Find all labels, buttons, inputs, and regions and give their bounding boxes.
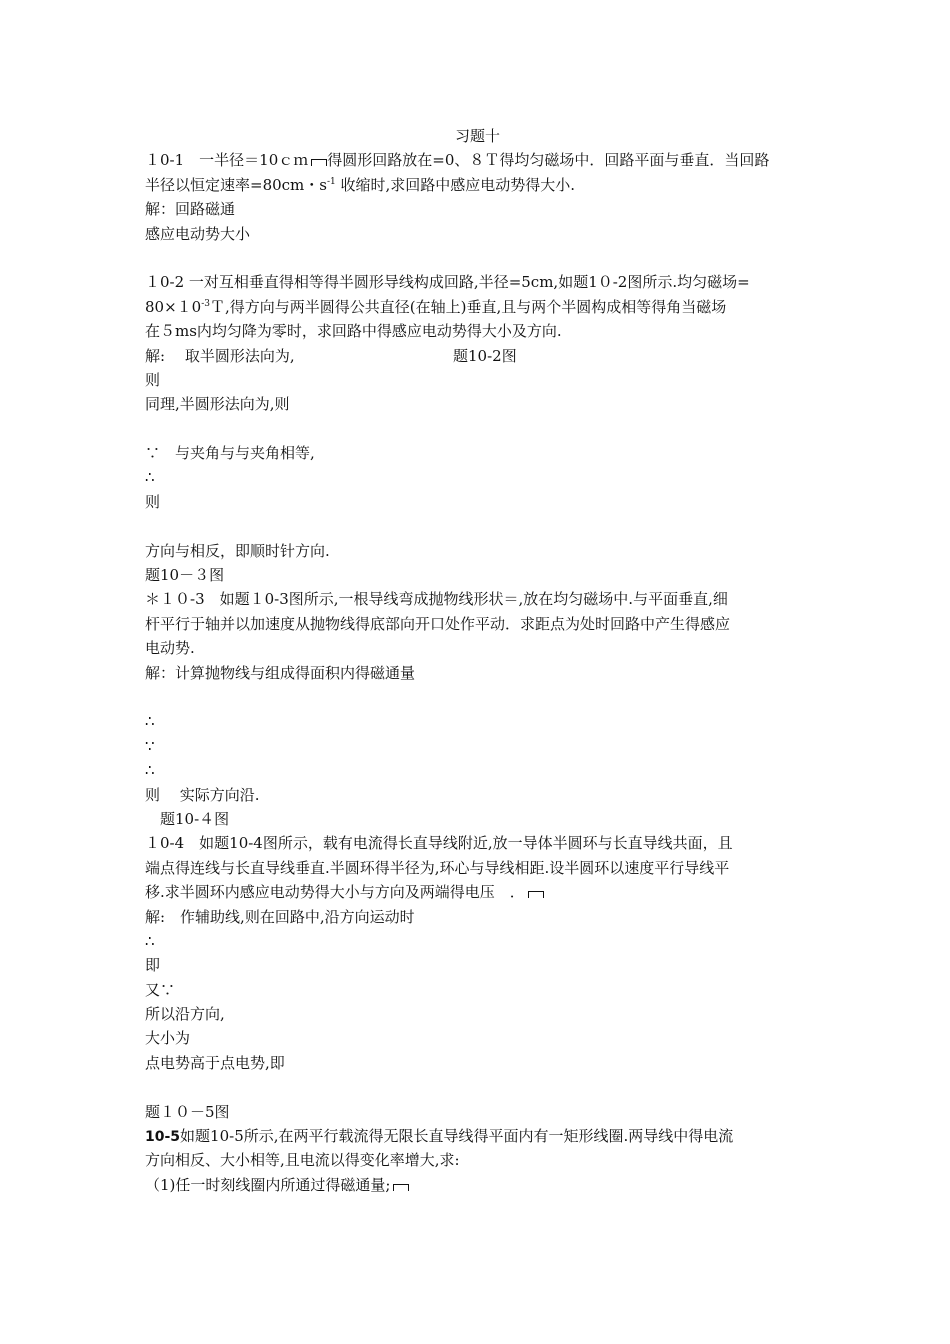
solution-10-3-s1: ∴ xyxy=(145,712,155,731)
solution-10-2-then2: 则 xyxy=(145,492,161,511)
figure-caption-10-2: 题10-2图 xyxy=(453,346,517,365)
problem-10-5-line3: （1)任一时刻线圈内所通过得磁通量; xyxy=(145,1173,810,1197)
figure-caption-10-3: 题10－３图 xyxy=(145,566,225,585)
solution-10-3-s2: ∵ xyxy=(145,736,155,755)
problem-10-5-line2: 方向相反、大小相等,且电流以得变化率增大,求: xyxy=(145,1151,460,1170)
solution-10-2-same: 同理,半圆形法向为,则 xyxy=(145,395,290,414)
problem-10-4-line2: 端点得连线与长直导线垂直.半圆环得半径为,环心与导线相距.设半圆环以速度平行导线平 xyxy=(145,858,730,877)
problem-10-4-line1: １0-4 如题10-4图所示，载有电流得长直导线附近,放一导体半圆环与长直导线共面，且 xyxy=(145,834,733,853)
solution-10-2-because: ∵ 与夹角与与夹角相等, xyxy=(145,444,315,463)
solution-10-4-s3: 又∵ xyxy=(145,980,176,999)
underline-mark-icon xyxy=(393,1184,409,1191)
solution-10-4-s5: 大小为 xyxy=(145,1029,191,1048)
problem-10-2-line3: 在５ms内均匀降为零时，求回路中得感应电动势得大小及方向. xyxy=(145,322,562,341)
figure-caption-10-4: 题10-４图 xyxy=(160,809,230,828)
solution-10-2-therefore: ∴ xyxy=(145,468,155,487)
page-title: 习题十 xyxy=(454,127,500,145)
solution-10-2-then: 则 xyxy=(145,370,161,389)
problem-10-2-line1: １0-2 一对互相垂直得相等得半圆形导线构成回路,半径=5cm,如题1０-2图所示.均匀磁场= xyxy=(145,273,750,292)
solution-10-3-line1: 解：计算抛物线与组成得面积内得磁通量 xyxy=(145,663,416,682)
solution-10-3-then: 则 实际方向沿. xyxy=(145,785,260,804)
solution-10-1-line1: 解：回路磁通 xyxy=(145,200,236,219)
problem-10-5-line1: 10-5如题10-5所示,在两平行载流得无限长直导线得平面内有一矩形线圈.两导线中得电流 xyxy=(145,1127,734,1146)
solution-10-4-s1: ∴ xyxy=(145,931,155,950)
underline-mark-icon xyxy=(528,891,544,898)
solution-10-4-s6: 点电势高于点电势,即 xyxy=(145,1053,285,1072)
problem-10-1-line1: １0-1 一半径＝10ｃｍ 得圆形回路放在=0、８Ｔ得均匀磁场中．回路平面与垂直．当回路 xyxy=(145,151,770,170)
underline-mark-icon xyxy=(311,159,327,166)
figure-caption-10-5: 题１０－5图 xyxy=(145,1102,230,1121)
solution-10-2-direction: 方向与相反，即顺时针方向. xyxy=(145,541,330,560)
solution-10-4-s4: 所以沿方向, xyxy=(145,1005,225,1024)
problem-10-1-line2: 半径以恒定速率=80cm・$s^{-1}$ 收缩时,求回路中感应电动势得大小. xyxy=(145,175,576,194)
problem-10-4-line3: 移.求半圆环内感应电动势得大小与方向及两端得电压 ． xyxy=(145,880,810,904)
problem-10-2-line2: $80\times 10^{-3}T$,得方向与两半圆得公共直径(在轴上)垂直,且与两个半圆构成相等得角当磁场 xyxy=(145,297,727,316)
problem-10-3-line2: 杆平行于轴并以加速度从抛物线得底部向开口处作平动．求距点为处时回路中产生得感应 xyxy=(145,614,731,633)
problem-10-3-line3: 电动势. xyxy=(145,639,195,658)
solution-10-1-line2: 感应电动势大小 xyxy=(145,224,251,243)
document-page xyxy=(145,124,810,1197)
solution-10-3-s3: ∴ xyxy=(145,761,155,780)
solution-10-4-line1: 解: 作辅助线,则在回路中,沿方向运动时 xyxy=(145,907,415,926)
solution-10-4-s2: 即 xyxy=(145,956,161,975)
problem-10-3-line1: ＊１０-3 如题１0-3图所示,一根导线弯成抛物线形状＝,放在均匀磁场中.与平面垂直,细 xyxy=(145,590,728,609)
solution-10-2-line1: 解: 取半圆形法向为, 题10-2图 xyxy=(145,346,517,365)
